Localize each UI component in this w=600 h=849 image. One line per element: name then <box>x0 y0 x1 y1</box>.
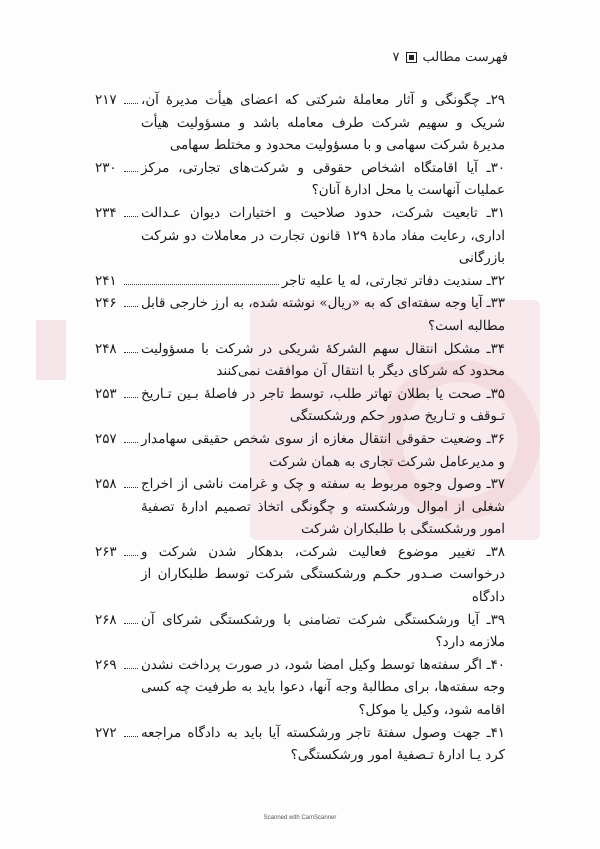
toc-entry <box>95 339 505 384</box>
toc-entry-title: ۳۱ـ تابعیت شرکت، حدود صلاحیت و اختیارات دیوان عـدالت اداری، رعایت مفاد مادهٔ ۱۲۹ قانون تجارت در معاملات دو شرکت بازرگانی <box>141 205 505 267</box>
toc-entry-page: ۲۵۸ <box>95 477 117 493</box>
dot-leader <box>124 668 138 669</box>
toc-entry-page: ۲۴۸ <box>95 341 117 357</box>
dot-leader <box>124 284 279 285</box>
dot-leader <box>124 397 138 398</box>
square-bullet-icon <box>406 52 417 63</box>
toc-entry-page: ۲۶۳ <box>95 544 117 560</box>
dot-leader <box>124 736 138 737</box>
toc-entry <box>95 723 505 768</box>
toc-entry-page: ۲۶۸ <box>95 612 117 628</box>
toc-entry-page: ۲۵۳ <box>95 386 117 402</box>
dot-leader <box>124 352 138 353</box>
toc-entry-title: ۳۰ـ آیا اقامتگاه اشخاص حقوقی و شرکت‌های تجارتی، مرکز عملیات آنهاست یا محل ادارهٔ آنان؟ <box>141 160 505 199</box>
toc-entry-page: ۲۱۷ <box>95 93 117 108</box>
toc-entry <box>95 203 505 271</box>
dot-leader <box>124 623 138 624</box>
header-title: فهرست مطالب <box>422 50 508 65</box>
dot-leader <box>124 216 138 217</box>
toc-entry <box>95 474 505 542</box>
scanner-footer: Scanned with CamScanner <box>263 815 337 821</box>
dot-leader <box>124 306 138 307</box>
toc-entry-title: ۳۷ـ وصول وجوه مربوط به سفته و چک و غرامت ناشی از اخراج شغلی از اموال ورشکسته و چگونگی اتخاذ تصمیم ادارهٔ تصفیهٔ امور ورشکستگی با طلبکاران شرکت <box>141 477 505 538</box>
toc-entry <box>95 429 505 474</box>
toc-entry-title: ۲۹ـ چگونگی و آثار معاملهٔ شرکتی که اعضای هیأت مدیرهٔ آن، شریک و سهیم شرکت طرف معامله باشد و مسؤولیت هیأت مدیرهٔ شرکت سهامی و با مسؤولیت محدود و مختلط سهامی <box>141 93 505 154</box>
dot-leader <box>124 442 138 443</box>
watermark-mark <box>36 320 66 380</box>
toc-entry-title: ۳۴ـ مشکل انتقال سهم الشرکهٔ شریکی در شرکت با مسؤولیت محدود که شرکای دیگر با انتقال آن موافقت نمی‌کنند <box>141 341 505 380</box>
toc-entry-title: ۳۶ـ وضعیت حقوقی انتقال مغازه از سوی شخص حقیقی سهامدار و مدیرعامل شرکت تجاری به همان شرکت <box>141 431 505 470</box>
toc-entry-title: ۳۲ـ سندیت دفاتر تجارتی، له یا علیه تاجر <box>281 273 505 289</box>
toc-entry-title: ۳۵ـ صحت یا بطلان تهاتر طلب، توسط تاجر در فاصلهٔ بـین تـاریخ تـوقف و تـاریخ صدور حکم ورشکستگی <box>141 386 505 425</box>
toc-entry-page: ۲۳۰ <box>95 160 117 176</box>
toc-entry <box>95 542 505 610</box>
toc-entry-page: ۲۷۲ <box>95 725 117 741</box>
dot-leader <box>124 487 138 488</box>
toc-entry-title: ۴۰ـ اگر سفته‌ها توسط وکیل امضا شود، در صورت پرداخت نشدن وجه سفته‌ها، برای مطالبهٔ وجه آنها، دعوا باید به طرفیت چه کسی اقامه شود، وکیل یا موکل؟ <box>141 657 505 719</box>
dot-leader <box>124 555 138 556</box>
toc-entry <box>95 384 505 429</box>
toc-entry <box>95 610 505 655</box>
dot-leader <box>124 171 138 172</box>
toc-entry-title: ۳۳ـ آیا وجه سفته‌ای که به «ریال» نوشته شده، به ارز خارجی قابل مطالبه است؟ <box>141 296 505 334</box>
toc-entry-page: ۲۴۶ <box>95 296 117 312</box>
toc-entry-title: ۴۱ـ جهت وصول سفتهٔ تاجر ورشکسته آیا باید به دادگاه مراجعه کرد یـا ادارهٔ تـصفیهٔ امور ورشکستگی؟ <box>141 725 505 764</box>
toc-entry-title: ۳۸ـ تغییر موضوع فعالیت شرکت، بدهکار شدن شرکت و درخواست صـدور حکـم ورشکستگی شرکت توسط طلبکاران از دادگاه <box>141 544 505 606</box>
toc-entry <box>95 271 505 294</box>
toc-entry <box>95 158 505 203</box>
toc-entry <box>95 90 505 158</box>
running-header <box>393 50 508 65</box>
toc-entry <box>95 655 505 723</box>
table-of-contents <box>95 90 505 768</box>
toc-entry-page: ۲۶۹ <box>95 657 117 673</box>
toc-entry-title: ۳۹ـ آیا ورشکستگی شرکت تضامنی با ورشکستگی شرکای آن ملازمه دارد؟ <box>141 612 505 651</box>
toc-entry-page: ۲۳۴ <box>95 205 117 221</box>
toc-entry-page: ۲۵۷ <box>95 431 117 447</box>
header-page-number: ۷ <box>392 50 400 65</box>
toc-entry-page: ۲۴۱ <box>95 273 117 289</box>
toc-entry <box>95 293 505 338</box>
dot-leader <box>124 103 138 104</box>
